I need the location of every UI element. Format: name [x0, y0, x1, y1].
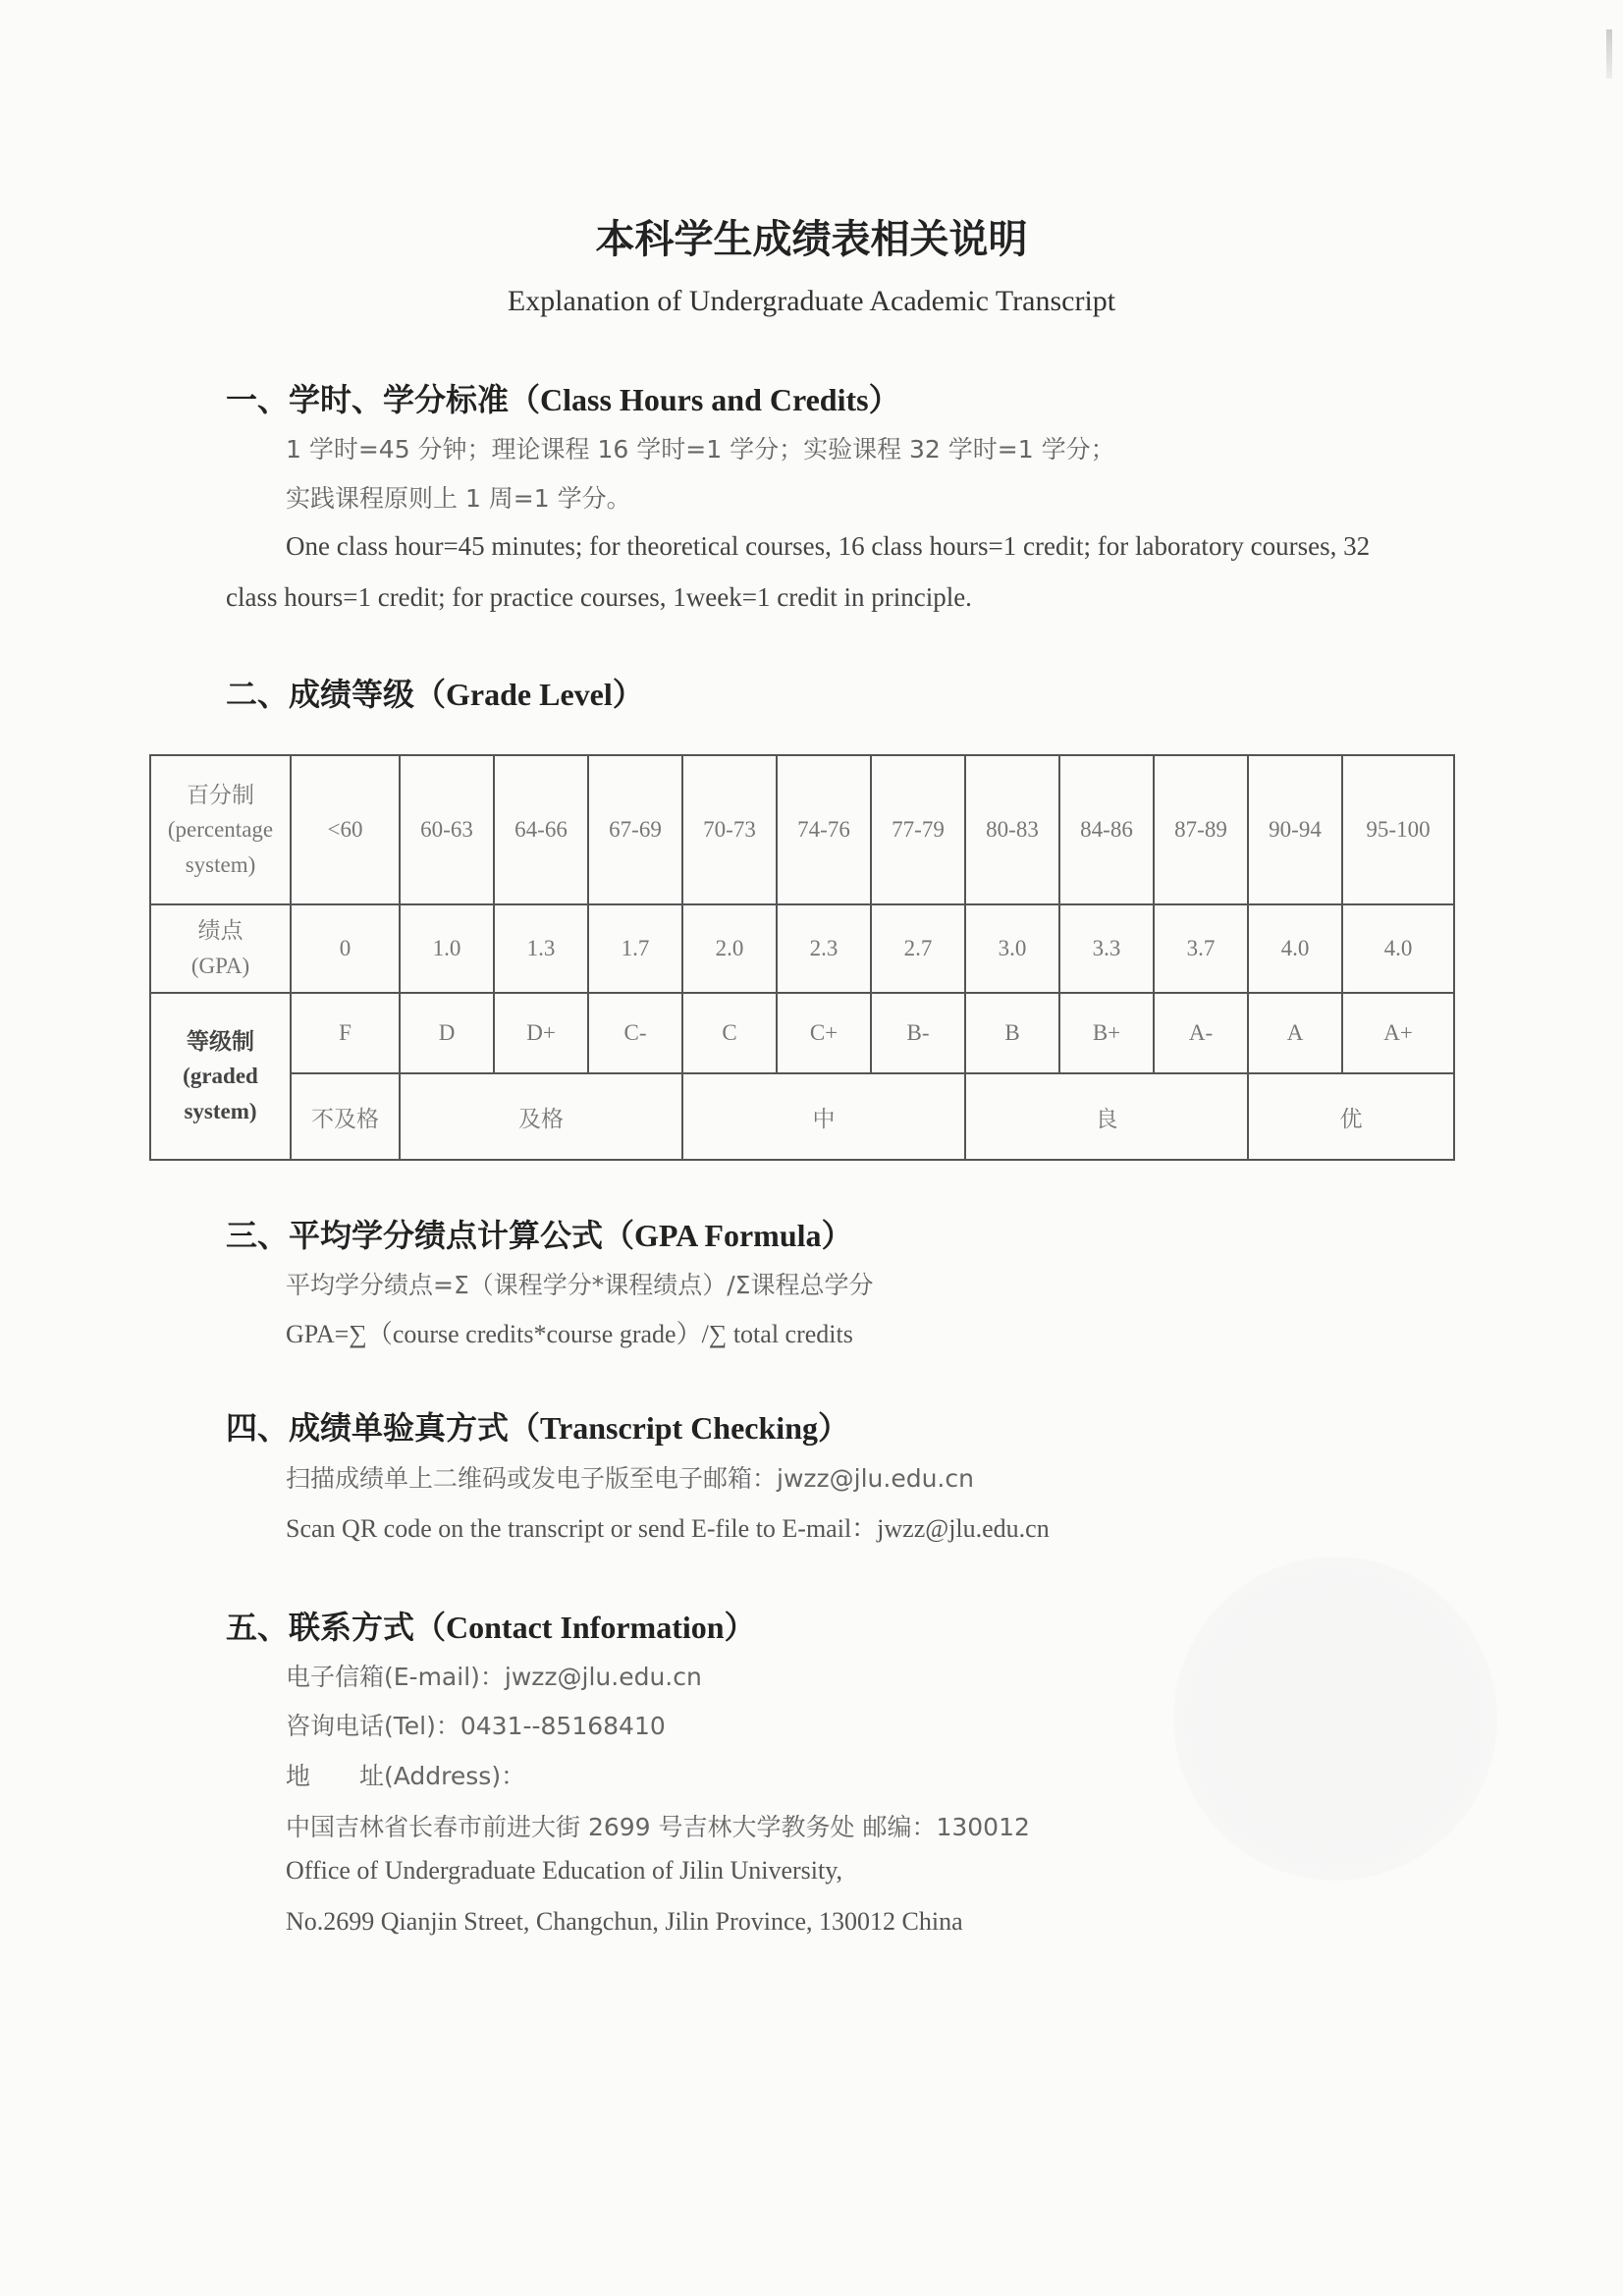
contact-address-en2: No.2699 Qianjin Street, Changchun, Jilin Province, 130012 China: [286, 1907, 963, 1936]
range-cell: 95-100: [1342, 755, 1454, 904]
graded-label-en1: (graded: [183, 1064, 258, 1089]
graded-label-cell: [150, 993, 291, 1160]
group-row: [150, 1073, 1454, 1160]
section3-formula-en: GPA=∑（course credits*course grade）/∑ total credits: [286, 1320, 853, 1348]
percentage-label-en2: system): [185, 851, 256, 877]
section5-heading: [226, 1603, 756, 1648]
section3-heading-close: ）: [821, 1217, 853, 1254]
letter-cell: B+: [1059, 993, 1154, 1073]
contact-email: 电子信箱(E-mail)：jwzz@jlu.edu.cn: [286, 1663, 702, 1691]
section3-heading-cn: 三、平均学分绩点计算公式（: [226, 1217, 635, 1254]
gpa-cell: 3.7: [1154, 904, 1248, 993]
section3-formula-cn: 平均学分绩点=Σ（课程学分*课程绩点）/Σ课程总学分: [286, 1271, 874, 1299]
section5-heading-cn: 五、联系方式（: [226, 1609, 447, 1646]
section1-line1: 1 学时=45 分钟；理论课程 16 学时=1 学分；实验课程 32 学时=1 学分；: [286, 435, 1115, 464]
group-cell-medium: 中: [682, 1073, 965, 1160]
section1-paragraph-en: One class hour=45 minutes; for theoretical courses, 16 class hours=1 credit; for laboratory courses, 32 class hours=1 credit; for practice courses, 1week=1 credit in principle.: [226, 531, 1371, 612]
letter-cell: A-: [1154, 993, 1248, 1073]
scan-edge-mark: [1606, 29, 1612, 79]
section2-heading-cn: 二、成绩等级（: [226, 676, 447, 713]
section4-line-en: Scan QR code on the transcript or send E-file to E-mail：jwzz@jlu.edu.cn: [286, 1514, 1050, 1543]
range-cell: 80-83: [965, 755, 1059, 904]
section2-heading-close: ）: [612, 676, 644, 713]
section1-heading-cn: 一、学时、学分标准（: [226, 381, 541, 418]
letter-cell: C-: [588, 993, 682, 1073]
range-cell: <60: [291, 755, 400, 904]
letter-cell: A+: [1342, 993, 1454, 1073]
gpa-cell: 3.3: [1059, 904, 1154, 993]
letter-cell: C: [682, 993, 777, 1073]
range-cell: 84-86: [1059, 755, 1154, 904]
grade-level-table: [149, 754, 1455, 1161]
percentage-row: [150, 755, 1454, 904]
section3-heading-en: GPA Formula: [634, 1218, 822, 1253]
group-cell-excellent: 优: [1248, 1073, 1454, 1160]
section2-heading-en: Grade Level: [446, 677, 613, 712]
section1-line2: 实践课程原则上 1 周=1 学分。: [286, 484, 631, 513]
contact-address-cn: 中国吉林省长春市前进大街 2699 号吉林大学教务处 邮编：130012: [286, 1813, 1030, 1841]
gpa-cell: 4.0: [1342, 904, 1454, 993]
range-cell: 74-76: [777, 755, 871, 904]
range-cell: 70-73: [682, 755, 777, 904]
section1-heading-en: Class Hours and Credits: [540, 382, 869, 417]
letter-cell: F: [291, 993, 400, 1073]
section4-heading: [226, 1403, 849, 1449]
group-cell-pass: 及格: [400, 1073, 682, 1160]
contact-address-label: 地 址(Address)：: [286, 1762, 526, 1790]
gpa-cell: 1.0: [400, 904, 494, 993]
gpa-row: [150, 904, 1454, 993]
letter-row: [150, 993, 1454, 1073]
gpa-label-cell: [150, 904, 291, 993]
percentage-label-cn: 百分制: [187, 782, 254, 807]
letter-cell: C+: [777, 993, 871, 1073]
percentage-label-cell: [150, 755, 291, 904]
section4-line-cn: 扫描成绩单上二维码或发电子版至电子邮箱：jwzz@jlu.edu.cn: [286, 1464, 974, 1493]
range-cell: 77-79: [871, 755, 965, 904]
gpa-cell: 2.0: [682, 904, 777, 993]
faded-seal-stamp: [1173, 1557, 1497, 1881]
contact-address-en1: Office of Undergraduate Education of Jilin University,: [286, 1856, 843, 1885]
range-cell: 60-63: [400, 755, 494, 904]
range-cell: 64-66: [494, 755, 588, 904]
gpa-label-cn: 绩点: [197, 918, 243, 944]
gpa-cell: 3.0: [965, 904, 1059, 993]
group-cell-good: 良: [965, 1073, 1248, 1160]
section4-heading-close: ）: [817, 1409, 849, 1447]
letter-cell: D+: [494, 993, 588, 1073]
section5-heading-en: Contact Information: [446, 1610, 725, 1645]
gpa-cell: 2.3: [777, 904, 871, 993]
page-title-cn: 本科学生成绩表相关说明: [595, 217, 1028, 262]
section5-heading-close: ）: [724, 1609, 756, 1646]
letter-cell: B: [965, 993, 1059, 1073]
gpa-cell: 1.3: [494, 904, 588, 993]
gpa-cell: 2.7: [871, 904, 965, 993]
group-cell-fail: 不及格: [291, 1073, 400, 1160]
graded-label-cn: 等级制: [187, 1028, 254, 1054]
graded-label-en2: system): [184, 1098, 257, 1123]
section1-heading: [226, 375, 900, 420]
gpa-label-en: (GPA): [190, 954, 250, 978]
letter-cell: B-: [871, 993, 965, 1073]
letter-cell: A: [1248, 993, 1342, 1073]
gpa-cell: 1.7: [588, 904, 682, 993]
gpa-cell: 0: [291, 904, 400, 993]
percentage-label-en1: (percentage: [167, 817, 274, 843]
section4-heading-cn: 四、成绩单验真方式（: [226, 1409, 541, 1447]
page-title-en: Explanation of Undergraduate Academic Transcript: [507, 285, 1116, 317]
range-cell: 87-89: [1154, 755, 1248, 904]
section4-heading-en: Transcript Checking: [540, 1410, 818, 1446]
range-cell: 67-69: [588, 755, 682, 904]
range-cell: 90-94: [1248, 755, 1342, 904]
contact-tel: 咨询电话(Tel)：0431--85168410: [286, 1712, 666, 1740]
section3-heading: [226, 1211, 853, 1256]
section2-heading: [226, 670, 644, 715]
section1-heading-close: ）: [868, 381, 900, 418]
gpa-cell: 4.0: [1248, 904, 1342, 993]
letter-cell: D: [400, 993, 494, 1073]
